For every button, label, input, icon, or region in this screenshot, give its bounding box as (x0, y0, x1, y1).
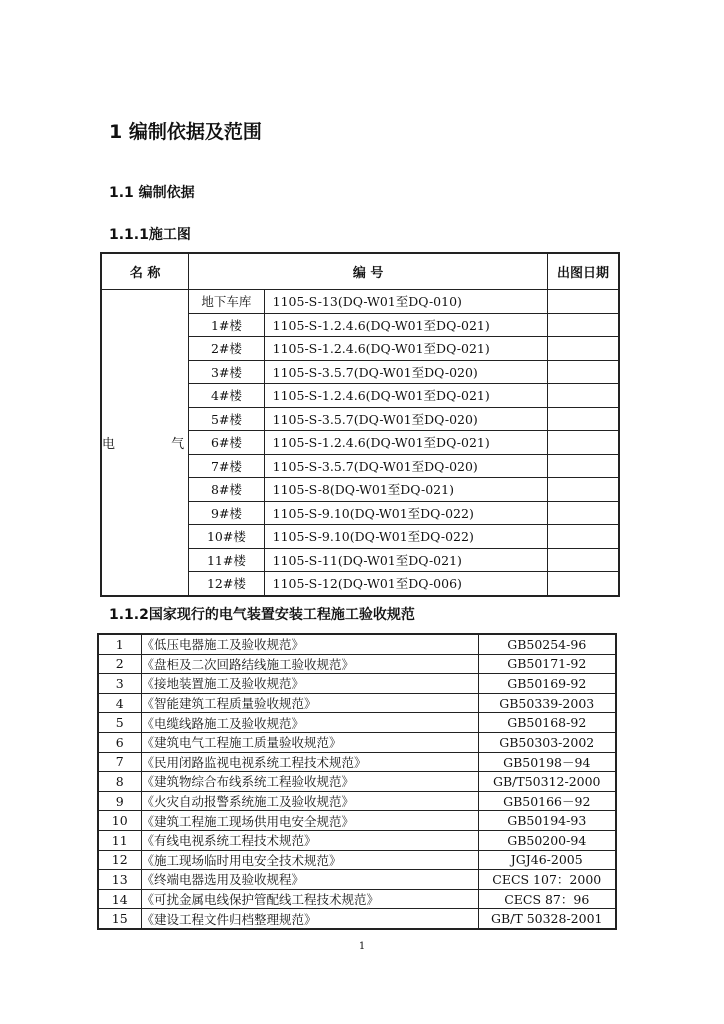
drawing-code-cell: 1105-S-12(DQ-W01至DQ-006) (264, 572, 547, 596)
date-cell (548, 525, 619, 549)
standard-code-cell: GB/T 50328-2001 (478, 909, 616, 929)
standard-row (98, 752, 616, 772)
standard-number-cell: 4 (98, 693, 141, 713)
building-cell: 10#楼 (189, 525, 264, 549)
standard-title-cell: 《有线电视系统工程技术规范》 (141, 830, 478, 850)
date-cell (548, 313, 619, 337)
drawing-code-cell: 1105-S-13(DQ-W01至DQ-010) (264, 290, 547, 314)
standard-code-cell: GB50254-96 (478, 634, 616, 654)
standard-number-cell: 3 (98, 674, 141, 694)
date-cell (548, 360, 619, 384)
standard-title-cell: 《建筑电气工程施工质量验收规范》 (141, 732, 478, 752)
page-number: 1 (358, 941, 366, 952)
date-cell (548, 290, 619, 314)
standard-row (98, 791, 616, 811)
standard-number-cell: 7 (98, 752, 141, 772)
standard-row (98, 732, 616, 752)
drawing-code-cell: 1105-S-1.2.4.6(DQ-W01至DQ-021) (264, 431, 547, 455)
date-cell (548, 454, 619, 478)
standard-code-cell: GB50168-92 (478, 713, 616, 733)
drawing-code-cell: 1105-S-1.2.4.6(DQ-W01至DQ-021) (264, 337, 547, 361)
standard-row (98, 772, 616, 792)
standard-number-cell: 6 (98, 732, 141, 752)
date-cell (548, 548, 619, 572)
standard-title-cell: 《建筑工程施工现场供用电安全规范》 (141, 811, 478, 831)
building-cell: 2#楼 (189, 337, 264, 361)
drawing-row (101, 290, 619, 314)
section-heading: 1 编制依据及范围 (109, 121, 262, 143)
standard-row (98, 674, 616, 694)
building-cell: 3#楼 (189, 360, 264, 384)
standard-row (98, 870, 616, 890)
standard-code-cell: GB50194-93 (478, 811, 616, 831)
standard-title-cell: 《建筑物综合布线系统工程验收规范》 (141, 772, 478, 792)
standard-title-cell: 《建设工程文件归档整理规范》 (141, 909, 478, 929)
drawing-code-cell: 1105-S-9.10(DQ-W01至DQ-022) (264, 501, 547, 525)
standard-code-cell: GB/T50312-2000 (478, 772, 616, 792)
standard-number-cell: 9 (98, 791, 141, 811)
standard-number-cell: 15 (98, 909, 141, 929)
building-cell: 8#楼 (189, 478, 264, 502)
standard-code-cell: GB50303-2002 (478, 732, 616, 752)
standard-title-cell: 《盘柜及二次回路结线施工验收规范》 (141, 654, 478, 674)
standard-number-cell: 2 (98, 654, 141, 674)
drawing-code-cell: 1105-S-3.5.7(DQ-W01至DQ-020) (264, 407, 547, 431)
standards-heading: 1.1.2国家现行的电气装置安装工程施工验收规范 (109, 607, 415, 623)
drawing-table (100, 252, 620, 597)
standards-table (97, 633, 617, 930)
standard-title-cell: 《终端电器选用及验收规程》 (141, 870, 478, 890)
date-cell (548, 407, 619, 431)
date-cell (548, 431, 619, 455)
drawing-code-cell: 1105-S-3.5.7(DQ-W01至DQ-020) (264, 360, 547, 384)
standard-number-cell: 11 (98, 830, 141, 850)
drawing-code-cell: 1105-S-11(DQ-W01至DQ-021) (264, 548, 547, 572)
standard-number-cell: 8 (98, 772, 141, 792)
standard-row (98, 654, 616, 674)
standard-code-cell: GB50166－92 (478, 791, 616, 811)
building-cell: 地下车库 (189, 290, 264, 314)
standard-number-cell: 5 (98, 713, 141, 733)
standard-code-cell: JGJ46-2005 (478, 850, 616, 870)
standard-code-cell: GB50339-2003 (478, 693, 616, 713)
building-cell: 4#楼 (189, 384, 264, 408)
standard-row (98, 634, 616, 654)
standard-row (98, 811, 616, 831)
standard-code-cell: GB50198－94 (478, 752, 616, 772)
category-cell: 电 气 (101, 290, 189, 596)
standard-number-cell: 12 (98, 850, 141, 870)
drawing-table-header (101, 253, 619, 290)
header-name: 名 称 (101, 253, 189, 290)
date-cell (548, 337, 619, 361)
standard-code-cell: CECS 107：2000 (478, 870, 616, 890)
standard-row (98, 889, 616, 909)
drawing-code-cell: 1105-S-1.2.4.6(DQ-W01至DQ-021) (264, 384, 547, 408)
subsection-heading: 1.1 编制依据 (109, 185, 195, 201)
standard-code-cell: CECS 87：96 (478, 889, 616, 909)
date-cell (548, 384, 619, 408)
standard-row (98, 909, 616, 929)
building-cell: 7#楼 (189, 454, 264, 478)
building-cell: 12#楼 (189, 572, 264, 596)
standard-number-cell: 1 (98, 634, 141, 654)
building-cell: 11#楼 (189, 548, 264, 572)
standard-number-cell: 10 (98, 811, 141, 831)
building-cell: 5#楼 (189, 407, 264, 431)
standard-title-cell: 《智能建筑工程质量验收规范》 (141, 693, 478, 713)
standard-title-cell: 《施工现场临时用电安全技术规范》 (141, 850, 478, 870)
standard-title-cell: 《民用闭路监视电视系统工程技术规范》 (141, 752, 478, 772)
standard-code-cell: GB50169-92 (478, 674, 616, 694)
standard-row (98, 850, 616, 870)
standard-row (98, 693, 616, 713)
standard-title-cell: 《电缆线路施工及验收规范》 (141, 713, 478, 733)
drawing-code-cell: 1105-S-1.2.4.6(DQ-W01至DQ-021) (264, 313, 547, 337)
date-cell (548, 501, 619, 525)
header-number: 编 号 (189, 253, 548, 290)
drawing-code-cell: 1105-S-9.10(DQ-W01至DQ-022) (264, 525, 547, 549)
drawing-code-cell: 1105-S-3.5.7(DQ-W01至DQ-020) (264, 454, 547, 478)
standard-title-cell: 《接地装置施工及验收规范》 (141, 674, 478, 694)
standard-code-cell: GB50171-92 (478, 654, 616, 674)
building-cell: 9#楼 (189, 501, 264, 525)
date-cell (548, 478, 619, 502)
standard-title-cell: 《火灾自动报警系统施工及验收规范》 (141, 791, 478, 811)
header-date: 出图日期 (548, 253, 619, 290)
drawings-heading: 1.1.1施工图 (109, 227, 191, 243)
standard-title-cell: 《可扰金属电线保护管配线工程技术规范》 (141, 889, 478, 909)
standard-code-cell: GB50200-94 (478, 830, 616, 850)
building-cell: 6#楼 (189, 431, 264, 455)
standard-number-cell: 14 (98, 889, 141, 909)
standard-row (98, 830, 616, 850)
date-cell (548, 572, 619, 596)
building-cell: 1#楼 (189, 313, 264, 337)
drawing-code-cell: 1105-S-8(DQ-W01至DQ-021) (264, 478, 547, 502)
standard-number-cell: 13 (98, 870, 141, 890)
standard-row (98, 713, 616, 733)
standard-title-cell: 《低压电器施工及验收规范》 (141, 634, 478, 654)
